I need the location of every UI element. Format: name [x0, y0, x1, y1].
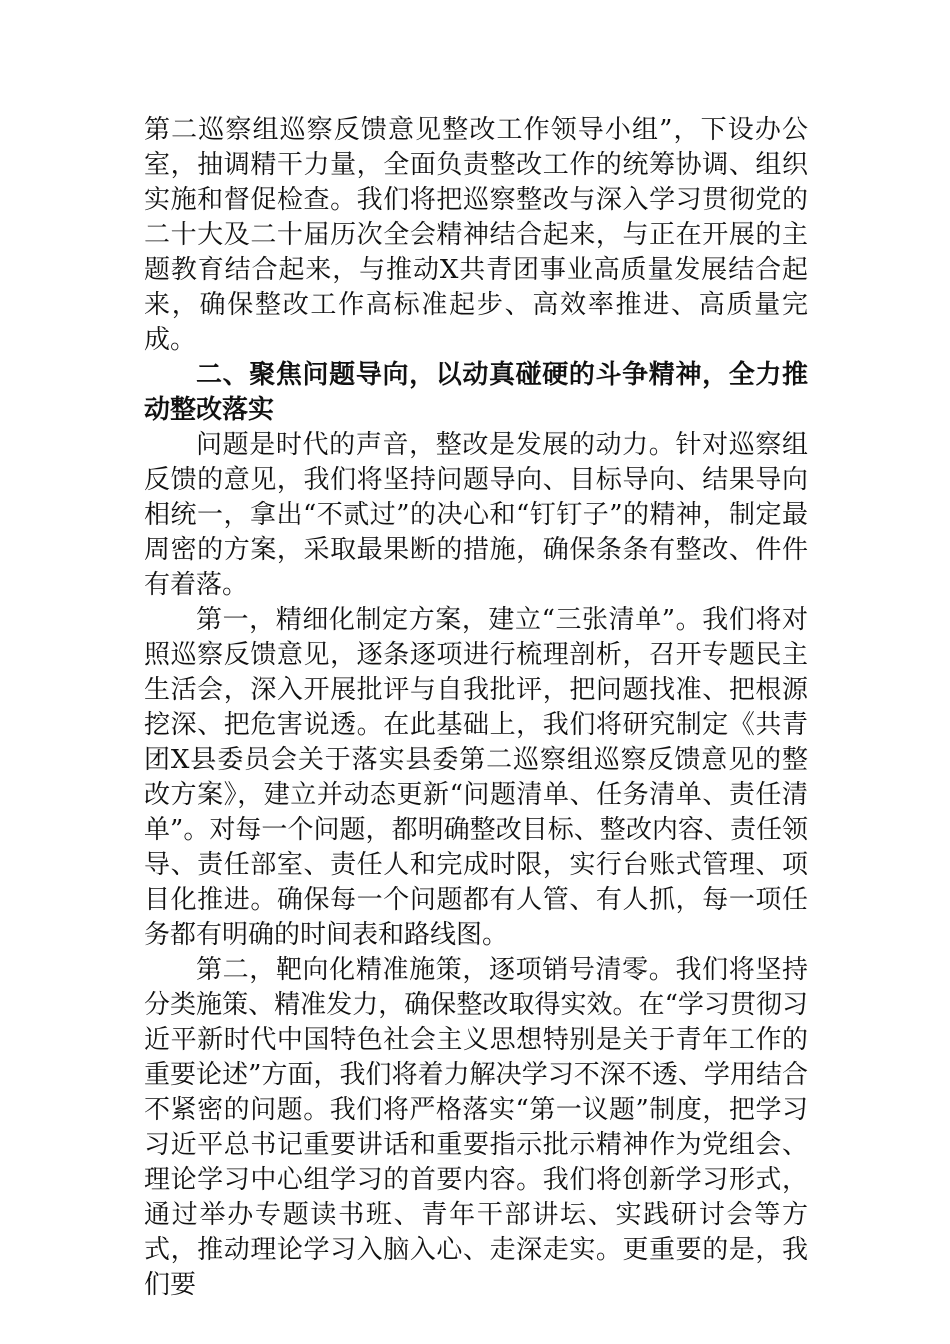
paragraph-second-point: 第二，靶向化精准施策，逐项销号清零。我们将坚持分类施策、精准发力，确保整改取得实效。在“学习贯彻习近平新时代中国特色社会主义思想特别是关于青年工作的重要论述”方面，我们将着力解决学习不深不透、学用结合不紧密的问题。我们将严格落实“第一议题”制度，把学习习近平总书记重要讲话和重要指示批示精神作为党组会、理论学习中心组学习的首要内容。我们将创新学习形式，通过举办专题读书班、青年干部讲坛、实践研讨会等方式，推动理论学习入脑入心、走深走实。更重要的是，我们要: [144, 955, 808, 1300]
paragraph-problem-orientation: 问题是时代的声音，整改是发展的动力。针对巡察组反馈的意见，我们将坚持问题导向、目标导向、结果导向相统一，拿出“不贰过”的决心和“钉钉子”的精神，制定最周密的方案，采取最果断的措施，确保条条有整改、件件有着落。: [144, 430, 808, 600]
document-body: [144, 113, 808, 1303]
section-heading: 二、聚焦问题导向，以动真碰硬的斗争精神，全力推动整改落实: [144, 360, 808, 425]
paragraph-first-point: 第一，精细化制定方案，建立“三张清单”。我们将对照巡察反馈意见，逐条逐项进行梳理剖析，召开专题民主生活会，深入开展批评与自我批评，把问题找准、把根源挖深、把危害说透。在此基础上，我们将研究制定《共青团X县委员会关于落实县委第二巡察组巡察反馈意见的整改方案》，建立并动态更新“问题清单、任务清单、责任清单”。对每一个问题，都明确整改目标、整改内容、责任领导、责任部室、责任人和完成时限，实行台账式管理、项目化推进。确保每一个问题都有人管、有人抓，每一项任务都有明确的时间表和路线图。: [144, 605, 808, 950]
paragraph-continuation: 第二巡察组巡察反馈意见整改工作领导小组”，下设办公室，抽调精干力量，全面负责整改工作的统筹协调、组织实施和督促检查。我们将把巡察整改与深入学习贯彻党的二十大及二十届历次全会精神结合起来，与正在开展的主题教育结合起来，与推动X共青团事业高质量发展结合起来，确保整改工作高标准起步、高效率推进、高质量完成。: [144, 115, 808, 355]
